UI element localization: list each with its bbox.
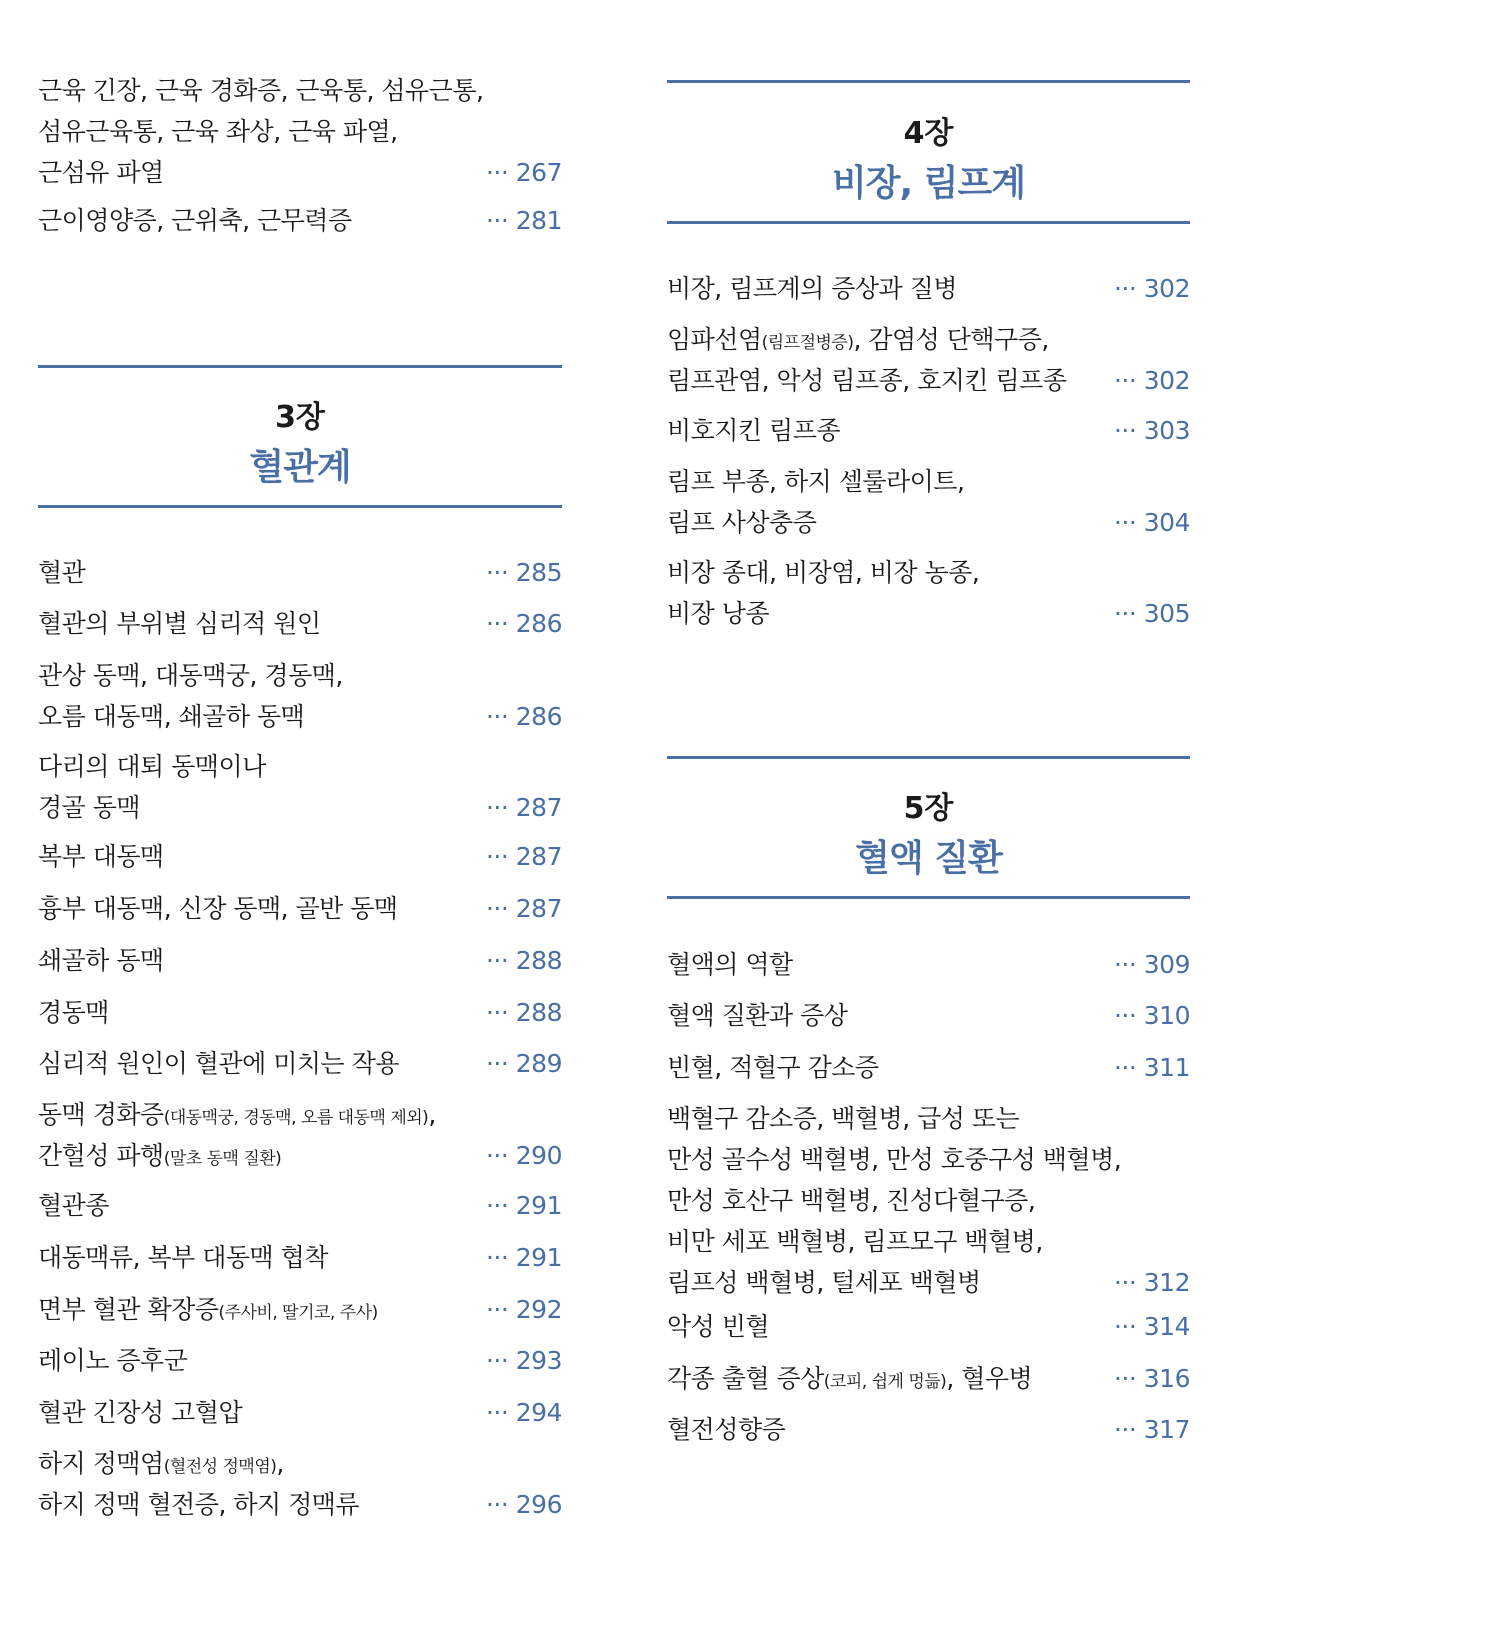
entry-note: (코피, 쉽게 멍듦): [823, 1372, 947, 1392]
entry-text: 혈관 긴장성 고혈압: [38, 1398, 243, 1427]
page-number: ··· 292: [485, 1295, 562, 1324]
toc-entry[interactable]: [38, 1094, 562, 1176]
entry-text: 경골 동맥: [38, 793, 141, 822]
toc-entry[interactable]: [38, 746, 562, 828]
page-number: ··· 304: [1113, 508, 1190, 537]
page-number: ··· 302: [1113, 366, 1190, 395]
entry-text: 림프관염, 악성 림프종, 호지킨 림프종: [667, 366, 1067, 395]
entry-text: 하지 정맥 혈전증, 하지 정맥류: [38, 1490, 360, 1519]
divider: [667, 221, 1190, 224]
page-number: ··· 287: [485, 894, 562, 923]
entry-line: [38, 1443, 562, 1484]
entry-text: ,: [428, 1100, 436, 1129]
page-number: ··· 317: [1113, 1415, 1190, 1444]
entry-text: 혈관의 부위별 심리적 원인: [38, 609, 321, 638]
toc-entry[interactable]: [667, 944, 1190, 985]
entry-text: 하지 정맥염: [38, 1449, 164, 1478]
entry-text: 혈관: [38, 558, 86, 587]
entry-line: [38, 1094, 562, 1135]
page-number: ··· 296: [485, 1490, 562, 1519]
entry-text: 동맥 경화증: [38, 1100, 164, 1129]
page-number: ··· 281: [485, 206, 562, 235]
page-number: ··· 294: [485, 1398, 562, 1427]
page-number: ··· 305: [1113, 599, 1190, 628]
entry-text: 비호지킨 림프종: [667, 416, 840, 445]
entry-line: [38, 1289, 562, 1330]
page-number: ··· 289: [485, 1049, 562, 1078]
entry-text: 만성 골수성 백혈병, 만성 호중구성 백혈병,: [667, 1145, 1122, 1174]
entry-text: 각종 출혈 증상: [667, 1364, 824, 1393]
entry-text: 섬유근육통, 근육 좌상, 근육 파열,: [38, 117, 398, 146]
divider: [38, 505, 562, 508]
chapter-title: 비장, 림프계: [831, 163, 1026, 204]
toc-entry[interactable]: [38, 836, 562, 877]
toc-entry[interactable]: [38, 655, 562, 737]
entry-text: 쇄골하 동맥: [38, 946, 164, 975]
entry-text: 만성 호산구 백혈병, 진성다혈구증,: [667, 1186, 1036, 1215]
divider: [667, 80, 1190, 83]
page-number: ··· 288: [485, 998, 562, 1027]
toc-entry[interactable]: [667, 1409, 1190, 1450]
entry-text: 대동맥류, 복부 대동맥 협착: [38, 1243, 328, 1272]
toc-entry[interactable]: [38, 552, 562, 593]
entry-line: [667, 502, 1190, 543]
entry-line: [667, 1358, 1190, 1399]
entry-note: (말초 동맥 질환): [163, 1149, 282, 1169]
entry-text: 심리적 원인이 혈관에 미치는 작용: [38, 1049, 399, 1078]
toc-entry[interactable]: [38, 1443, 562, 1525]
entry-text: 비장 낭종: [667, 599, 770, 628]
entry-line: [38, 1185, 562, 1226]
entry-text: 다리의 대퇴 동맥이나: [38, 752, 266, 781]
chapter-title: 혈액 질환: [855, 838, 1002, 879]
entry-text: 간헐성 파행: [38, 1141, 164, 1170]
entry-text: 복부 대동맥: [38, 842, 164, 871]
entry-line: [667, 1409, 1190, 1450]
toc-entry[interactable]: [38, 1043, 562, 1084]
toc-entry[interactable]: [667, 1358, 1190, 1399]
entry-text: 악성 빈혈: [667, 1312, 770, 1341]
page-number: ··· 287: [485, 793, 562, 822]
entry-text: 경동맥: [38, 998, 109, 1027]
entry-text: 비만 세포 백혈병, 림프모구 백혈병,: [667, 1227, 1043, 1256]
entry-text: 레이노 증후군: [38, 1346, 188, 1375]
entry-note: (대동맥궁, 경동맥, 오름 대동맥 제외): [163, 1108, 429, 1128]
toc-entry[interactable]: [38, 1340, 562, 1381]
page-number: ··· 286: [485, 702, 562, 731]
entry-text: 근이영양증, 근위축, 근무력증: [38, 206, 352, 235]
page-number: ··· 288: [485, 946, 562, 975]
entry-text: , 혈우병: [946, 1364, 1033, 1393]
toc-entry[interactable]: [667, 319, 1190, 401]
entry-line: [38, 552, 562, 593]
toc-entry[interactable]: [38, 603, 562, 644]
divider: [38, 365, 562, 368]
page-number: ··· 302: [1113, 274, 1190, 303]
entry-text: 비장 종대, 비장염, 비장 농종,: [667, 558, 980, 587]
page-number: ··· 303: [1113, 416, 1190, 445]
page-number: ··· 293: [485, 1346, 562, 1375]
entry-text: 혈관종: [38, 1191, 109, 1220]
toc-entry[interactable]: [38, 70, 562, 193]
page-number: ··· 291: [485, 1243, 562, 1272]
entry-text: 근섬유 파열: [38, 158, 164, 187]
entry-text: 혈전성향증: [667, 1415, 786, 1444]
page-number: ··· 314: [1113, 1312, 1190, 1341]
entry-line: [38, 836, 562, 877]
entry-note: (주사비, 딸기코, 주사): [218, 1303, 378, 1323]
entry-line: [667, 995, 1190, 1036]
entry-line: [38, 1340, 562, 1381]
entry-text: ,: [276, 1449, 284, 1478]
entry-line: [667, 1047, 1190, 1088]
page-number: ··· 291: [485, 1191, 562, 1220]
entry-line: [38, 152, 562, 193]
entry-text: 오름 대동맥, 쇄골하 동맥: [38, 702, 305, 731]
entry-line: [38, 1237, 562, 1278]
entry-line: [667, 944, 1190, 985]
entry-text: 림프성 백혈병, 털세포 백혈병: [667, 1268, 981, 1297]
toc-entry[interactable]: [667, 1047, 1190, 1088]
toc-entry[interactable]: [667, 461, 1190, 543]
divider: [667, 756, 1190, 759]
chapter-number: 5장: [903, 791, 954, 826]
entry-line: [38, 1392, 562, 1433]
entry-line: [667, 593, 1190, 634]
entry-text: 면부 혈관 확장증: [38, 1295, 219, 1324]
divider: [667, 896, 1190, 899]
entry-line: [38, 787, 562, 828]
entry-text: 관상 동맥, 대동맥궁, 경동맥,: [38, 661, 343, 690]
entry-line: [38, 696, 562, 737]
toc-entry[interactable]: [667, 552, 1190, 634]
toc-entry[interactable]: [38, 200, 562, 241]
entry-text: 림프 부종, 하지 셀룰라이트,: [667, 467, 965, 496]
entry-text: 근육 긴장, 근육 경화증, 근육통, 섬유근통,: [38, 76, 484, 105]
entry-line: [667, 1306, 1190, 1347]
page-number: ··· 290: [485, 1141, 562, 1170]
page-number: ··· 287: [485, 842, 562, 871]
toc-entry[interactable]: [38, 1289, 562, 1330]
toc-entry[interactable]: [667, 410, 1190, 451]
entry-line: [667, 360, 1190, 401]
toc-entry[interactable]: [38, 992, 562, 1033]
entry-line: [38, 1135, 562, 1176]
entry-text: 혈액 질환과 증상: [667, 1001, 848, 1030]
entry-text: 혈액의 역할: [667, 950, 793, 979]
entry-note: (혈전성 정맥염): [163, 1457, 277, 1477]
page-number: ··· 286: [485, 609, 562, 638]
entry-line: [667, 410, 1190, 451]
page-number: ··· 285: [485, 558, 562, 587]
entry-text: , 감염성 단핵구증,: [853, 325, 1049, 354]
chapter-number: 3장: [275, 400, 325, 435]
toc-entry[interactable]: [667, 1098, 1190, 1303]
entry-line: [38, 1043, 562, 1084]
entry-text: 빈혈, 적혈구 감소증: [667, 1053, 879, 1082]
toc-entry[interactable]: [38, 1237, 562, 1278]
toc-entry[interactable]: [38, 940, 562, 981]
toc-entry[interactable]: [38, 888, 562, 929]
entry-line: [38, 992, 562, 1033]
entry-text: 임파선염: [667, 325, 762, 354]
page-number: ··· 309: [1113, 950, 1190, 979]
entry-line: [667, 268, 1190, 309]
toc-entry[interactable]: [667, 995, 1190, 1036]
entry-line: [667, 1262, 1190, 1303]
toc-entry[interactable]: [38, 1185, 562, 1226]
page-number: ··· 267: [485, 158, 562, 187]
page-number: ··· 316: [1113, 1364, 1190, 1393]
entry-line: [38, 603, 562, 644]
chapter-number: 4장: [903, 116, 954, 151]
entry-text: 흉부 대동맥, 신장 동맥, 골반 동맥: [38, 894, 398, 923]
entry-text: 백혈구 감소증, 백혈병, 급성 또는: [667, 1104, 1020, 1133]
page-number: ··· 312: [1113, 1268, 1190, 1297]
toc-entry[interactable]: [667, 1306, 1190, 1347]
page-number: ··· 311: [1113, 1053, 1190, 1082]
page-number: ··· 310: [1113, 1001, 1190, 1030]
entry-line: [38, 1484, 562, 1525]
toc-entry[interactable]: [38, 1392, 562, 1433]
entry-line: [667, 319, 1190, 360]
entry-text: 림프 사상충증: [667, 508, 817, 537]
entry-line: [38, 888, 562, 929]
entry-line: [38, 200, 562, 241]
toc-entry[interactable]: [667, 268, 1190, 309]
entry-line: [38, 940, 562, 981]
chapter-title: 혈관계: [249, 447, 351, 488]
entry-text: 비장, 림프계의 증상과 질병: [667, 274, 957, 303]
entry-note: (림프절병증): [761, 333, 854, 353]
